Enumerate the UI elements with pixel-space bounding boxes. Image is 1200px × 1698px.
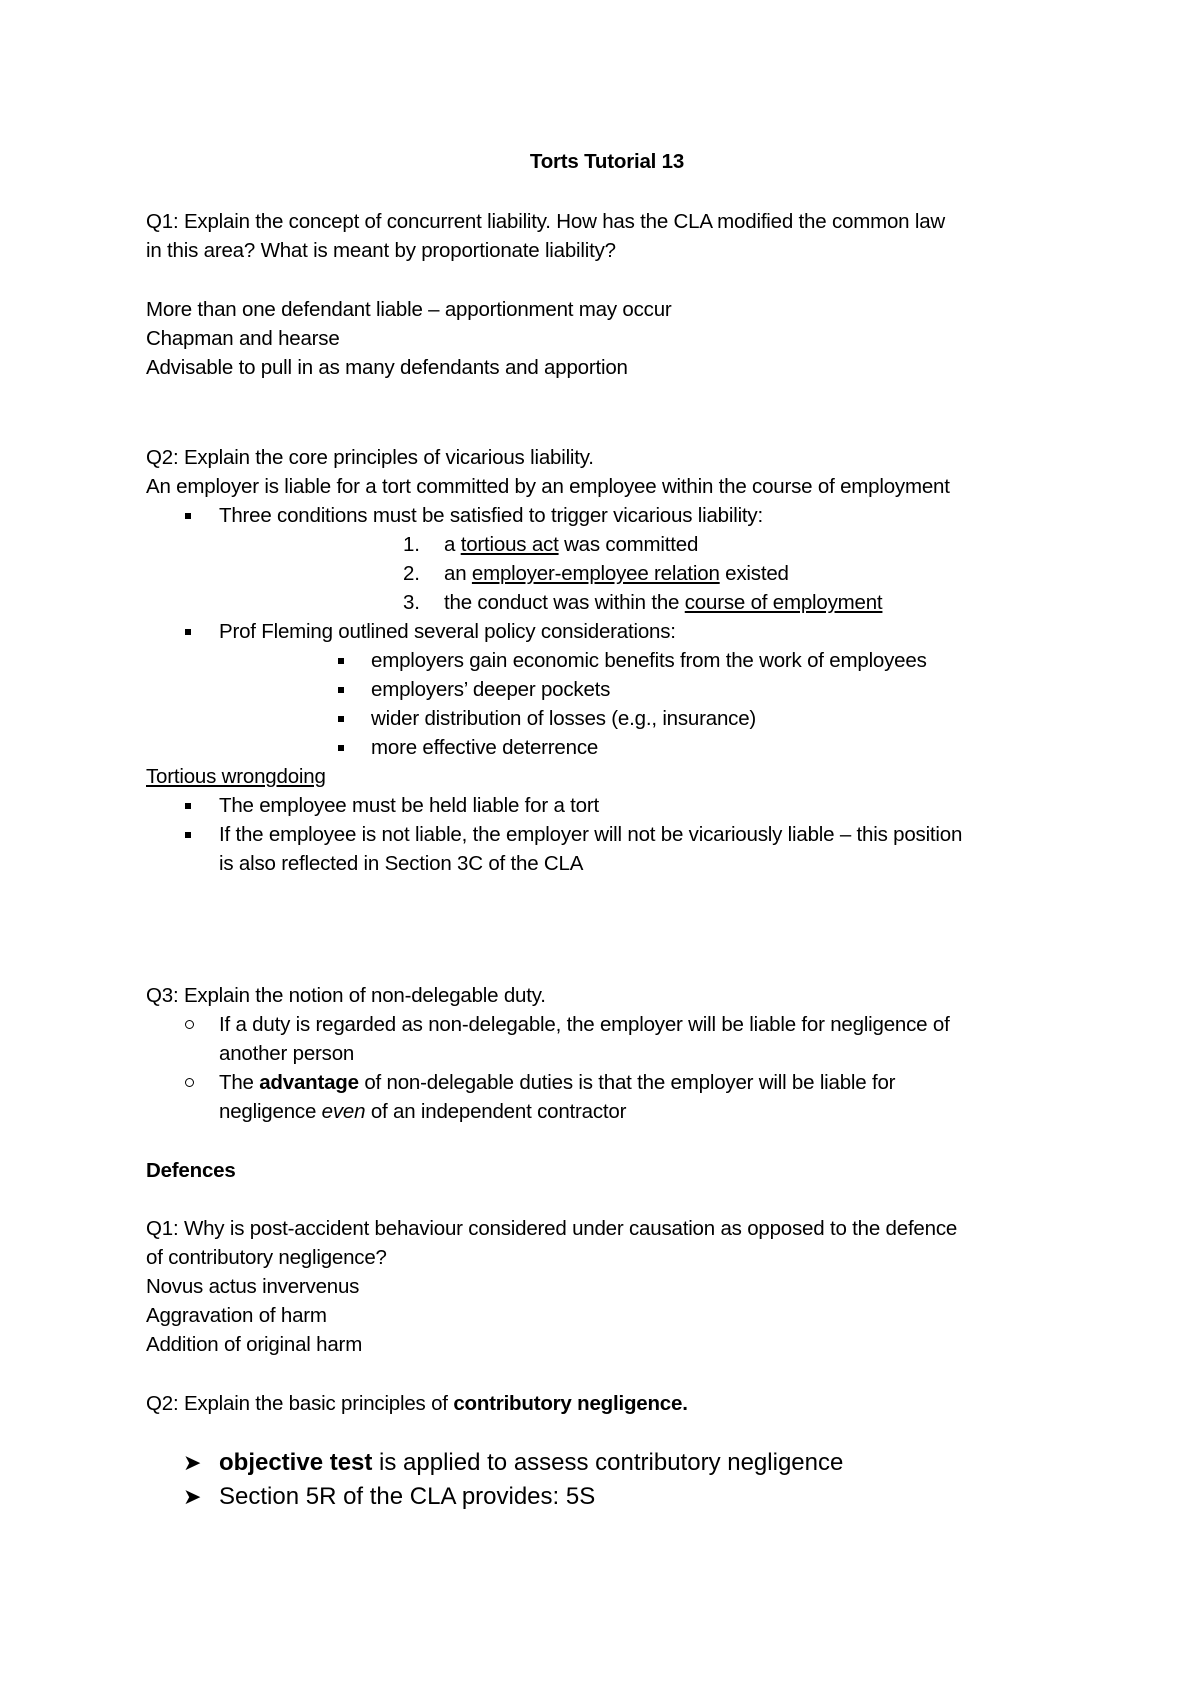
bullet-policy: Prof Fleming outlined several policy considerations: xyxy=(219,620,676,643)
defences-q2: Q2: Explain the basic principles of contributory negligence. xyxy=(146,1392,688,1415)
list-number: 3. xyxy=(403,591,420,614)
q1-answer-line: Advisable to pull in as many defendants and apportion xyxy=(146,356,628,379)
circle-bullet-icon xyxy=(185,1078,194,1087)
page-title: Torts Tutorial 13 xyxy=(529,150,685,173)
square-bullet-icon xyxy=(185,832,191,838)
wrongdoing-heading: Tortious wrongdoing xyxy=(146,765,326,788)
q2-text: Q2: Explain the core principles of vicarious liability. xyxy=(146,446,594,469)
defences-answer-line: Aggravation of harm xyxy=(146,1304,327,1327)
arrow-bullet-icon: ➤ xyxy=(183,1450,202,1475)
q1-text-line1: Q1: Explain the concept of concurrent liability. How has the CLA modified the common law xyxy=(146,210,946,233)
list-number: 2. xyxy=(403,562,420,585)
square-bullet-icon xyxy=(185,629,191,635)
defences-answer-line: Addition of original harm xyxy=(146,1333,363,1356)
arrow-item: objective test is applied to assess contributory negligence xyxy=(219,1449,844,1476)
arrow-bullet-icon: ➤ xyxy=(183,1484,202,1509)
q1-text-line2: in this area? What is meant by proportionate liability? xyxy=(146,239,616,262)
wrongdoing-bullet: The employee must be held liable for a tort xyxy=(219,794,599,817)
wrongdoing-bullet: If the employee is not liable, the employer will not be vicariously liable – this position xyxy=(219,823,963,846)
q3-bullet-cont: another person xyxy=(219,1042,355,1065)
policy-item: employers’ deeper pockets xyxy=(371,678,611,701)
square-bullet-icon xyxy=(338,658,344,664)
q3-bullet: If a duty is regarded as non-delegable, the employer will be liable for negligence of xyxy=(219,1013,950,1036)
q3-bullet-cont: negligence even of an independent contractor xyxy=(219,1100,627,1123)
square-bullet-icon xyxy=(185,803,191,809)
condition-item: the conduct was within the course of employment xyxy=(444,591,883,614)
q1-answer-line: Chapman and hearse xyxy=(146,327,340,350)
policy-item: more effective deterrence xyxy=(371,736,599,759)
wrongdoing-bullet-cont: is also reflected in Section 3C of the CLA xyxy=(219,852,584,875)
square-bullet-icon xyxy=(338,745,344,751)
policy-item: employers gain economic benefits from the work of employees xyxy=(371,649,927,672)
q2-intro: An employer is liable for a tort committed by an employee within the course of employment xyxy=(146,475,950,498)
square-bullet-icon xyxy=(338,716,344,722)
bullet-conditions: Three conditions must be satisfied to trigger vicarious liability: xyxy=(219,504,763,527)
square-bullet-icon xyxy=(338,687,344,693)
q1-answer-line: More than one defendant liable – apportionment may occur xyxy=(146,298,672,321)
q3-text: Q3: Explain the notion of non-delegable duty. xyxy=(146,984,546,1007)
square-bullet-icon xyxy=(185,513,191,519)
condition-item: a tortious act was committed xyxy=(444,533,699,556)
defences-answer-line: Novus actus invervenus xyxy=(146,1275,360,1298)
defences-q1-line2: of contributory negligence? xyxy=(146,1246,387,1269)
circle-bullet-icon xyxy=(185,1020,194,1029)
q3-bullet: The advantage of non-delegable duties is that the employer will be liable for xyxy=(219,1071,896,1094)
policy-item: wider distribution of losses (e.g., insurance) xyxy=(371,707,757,730)
defences-q1-line1: Q1: Why is post-accident behaviour considered under causation as opposed to the defence xyxy=(146,1217,958,1240)
list-number: 1. xyxy=(403,533,420,556)
defences-heading: Defences xyxy=(146,1159,236,1182)
condition-item: an employer-employee relation existed xyxy=(444,562,789,585)
arrow-item: Section 5R of the CLA provides: 5S xyxy=(219,1483,596,1510)
